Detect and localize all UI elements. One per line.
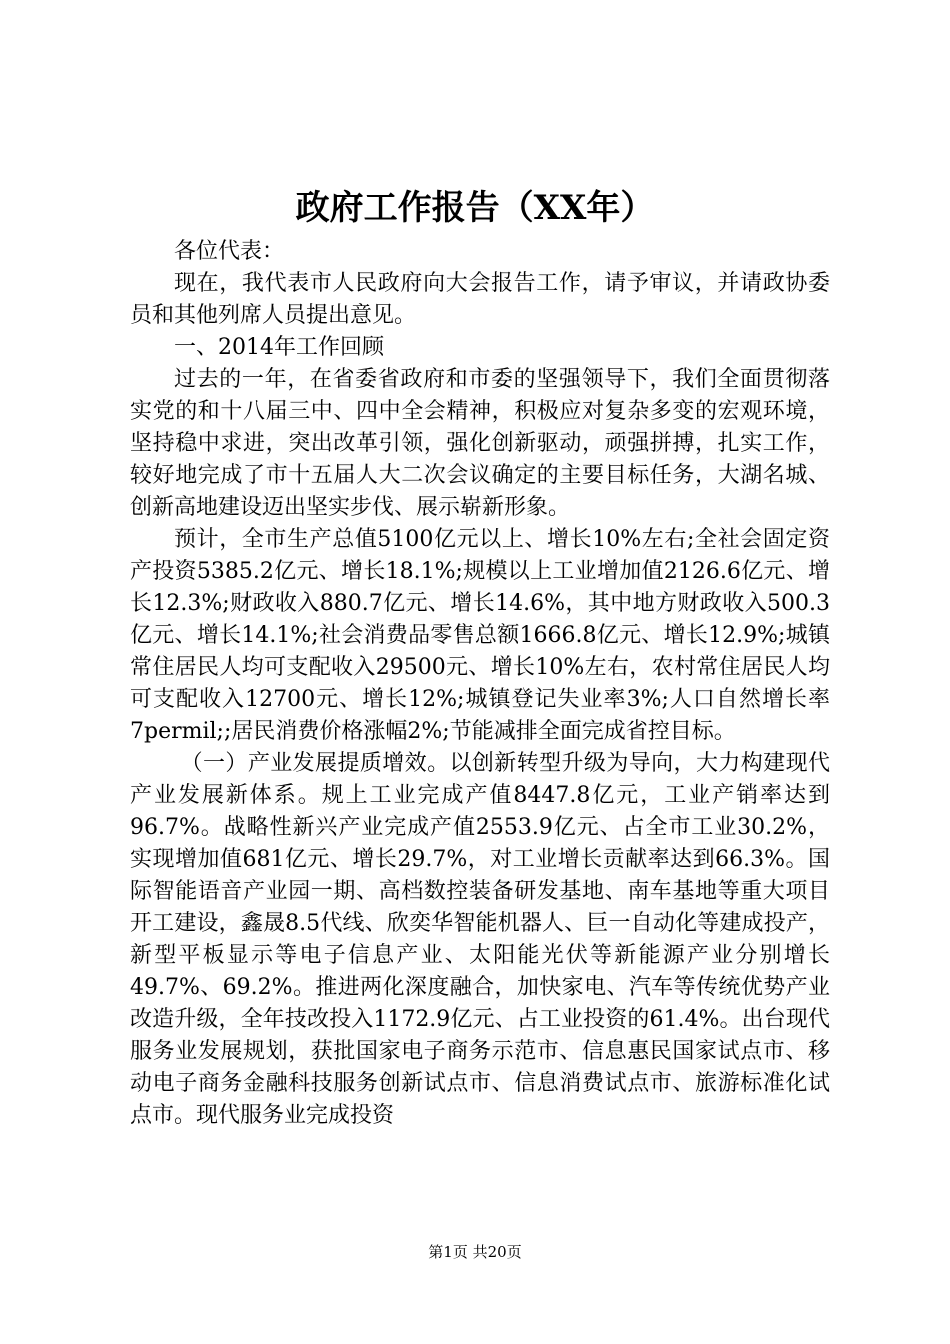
industry-paragraph: （一）产业发展提质增效。以创新转型升级为导向，大力构建现代产业发展新体系。规上工业完成产值8447.8亿元，工业产销率达到96.7%。战略性新兴产业完成产值2553.9亿元、占全市工业30.2%，实现增加值681亿元、增长29.7%，对工业增长贡献率达到66.3%。国际智能语音产业园一期、高档数控装备研发基地、南车基地等重大项目开工建设，鑫晟8.5代线、欣奕华智能机器人、巨一自动化等建成投产，新型平板显示等电子信息产业、太阳能光伏等新能源产业分别增长49.7%、69.2%。推进两化深度融合，加快家电、汽车等传统优势产业改造升级，全年技改投入1172.9亿元、占工业投资的61.4%。出台现代服务业发展规划，获批国家电子商务示范市、信息惠民国家试点市、移动电子商务金融科技服务创新试点市、信息消费试点市、旅游标准化试点市。现代服务业完成投资: [130, 751, 830, 1128]
page-number-footer: 第1页 共20页: [428, 1243, 522, 1261]
statistics-paragraph: 预计，全市生产总值5100亿元以上、增长10%左右;全社会固定资产投资5385.2亿元、增长18.1%;规模以上工业增加值2126.6亿元、增长12.3%;财政收入880.7亿元、增长14.6%，其中地方财政收入500.3亿元、增长14.1%;社会消费品零售总额1666.8亿元、增长12.9%;城镇常住居民人均可支配收入29500元、增长10%左右，农村常住居民人均可支配收入12700元、增长12%;城镇登记失业率3%;人口自然增长率7permil;;居民消费价格涨幅2%;节能减排全面完成省控目标。: [130, 527, 830, 744]
review-paragraph: 过去的一年，在省委省政府和市委的坚强领导下，我们全面贯彻落实党的和十八届三中、四中全会精神，积极应对复杂多变的宏观环境，坚持稳中求进，突出改革引领，强化创新驱动，顽强拼搏，扎实工作，较好地完成了市十五届人大二次会议确定的主要目标任务，大湖名城、创新高地建设迈出坚实步伐、展示崭新形象。: [130, 367, 830, 520]
document-title: 政府工作报告（XX年）: [295, 188, 655, 228]
intro-paragraph: 现在，我代表市人民政府向大会报告工作，请予审议，并请政协委员和其他列席人员提出意见。: [130, 271, 830, 328]
salutation-paragraph: 各位代表：: [174, 239, 285, 264]
section-heading: 一、2014年工作回顾: [174, 335, 384, 360]
document-body: [130, 236, 830, 1132]
